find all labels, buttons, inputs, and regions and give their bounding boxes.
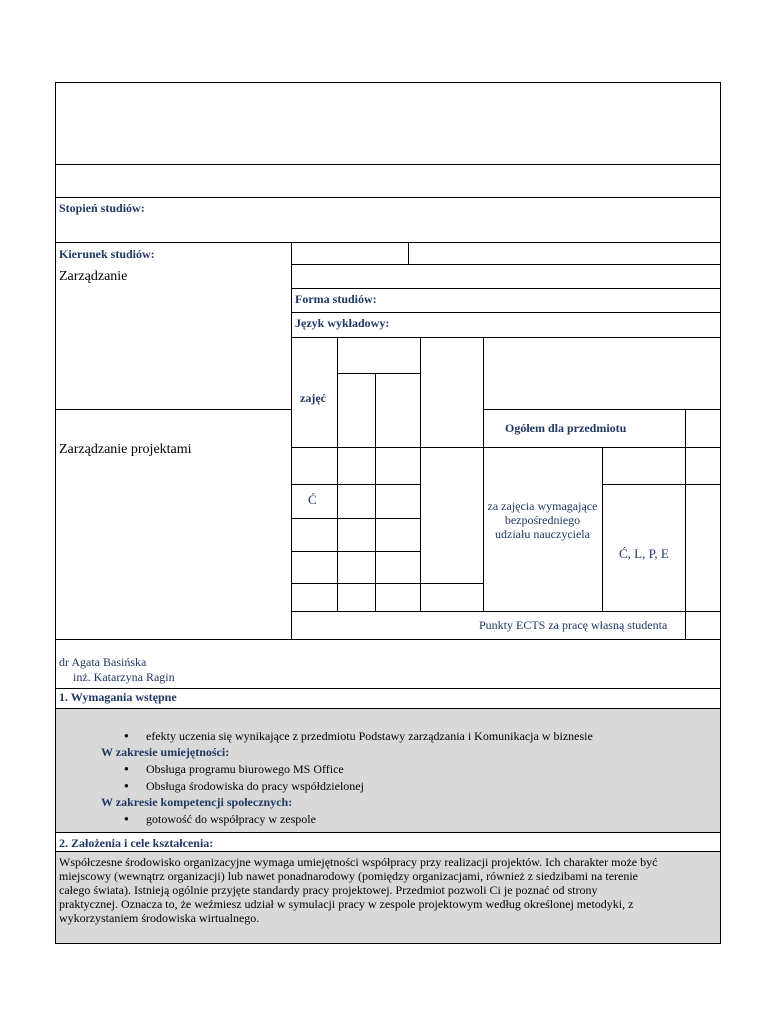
rule: [291, 518, 420, 519]
rule: [291, 447, 721, 448]
rule: [291, 264, 721, 265]
frame-left: [55, 82, 56, 944]
ogolem-label: Ogółem dla przedmiotu: [505, 421, 627, 435]
col-divider: [602, 447, 603, 611]
rule: [55, 409, 291, 410]
rule: [55, 832, 721, 833]
forma-label: Forma studiów:: [295, 292, 377, 306]
section2-heading: 2. Założenia i cele kształcenia:: [59, 836, 214, 850]
teacher-2: inż. Katarzyna Ragin: [73, 670, 175, 684]
rule: [55, 164, 721, 165]
list-item: ● Obsługa środowiska do pracy współdzielonej: [146, 779, 364, 794]
list-item: ● Obsługa programu biurowego MS Office: [146, 762, 344, 777]
col-divider: [420, 337, 421, 611]
rule: [291, 551, 420, 552]
col-divider: [685, 409, 686, 639]
section2-line: praktycznej. Oznacza to, że weźmiesz udział w symulacji pracy w zespole projektowym według określonej metodyki, z: [59, 897, 634, 911]
rule: [291, 583, 483, 584]
rule: [291, 484, 420, 485]
col-divider: [483, 337, 484, 611]
col-divider: [375, 373, 376, 611]
section2-line: wykorzystaniem środowiska wirtualnego.: [59, 911, 260, 925]
rule: [55, 688, 721, 689]
ects-wlasna-label: Punkty ECTS za pracę własną studenta: [479, 618, 668, 632]
kierunek-value: Zarządzanie: [59, 269, 128, 284]
umiejetnosci-heading: W zakresie umiejętności:: [101, 745, 230, 759]
rule: [602, 484, 721, 485]
form-codes: Ć, L, P, E: [619, 546, 669, 561]
rule: [337, 373, 420, 374]
zajec-label: zajęć: [300, 391, 326, 405]
rule: [55, 242, 721, 243]
cw-code: Ć: [308, 492, 317, 507]
col-divider: [408, 242, 409, 264]
section2-line: Współczesne środowisko organizacyjne wymaga umiejętności współpracy przy realizacji projektów. Ich charakter może być: [59, 855, 658, 869]
col-divider: [291, 242, 292, 639]
rule: [55, 708, 721, 709]
list-item: ● gotowość do współpracy w zespole: [146, 812, 316, 827]
kierunek-label: Kierunek studiów:: [59, 247, 155, 261]
rule: [291, 611, 721, 612]
frame-bottom: [55, 943, 721, 944]
kompetencje-heading: W zakresie kompetencji społecznych:: [101, 795, 293, 809]
stopien-label: Stopień studiów:: [59, 201, 145, 215]
przedmiot-value: Zarządzanie projektami: [59, 442, 192, 457]
rule: [291, 312, 721, 313]
col-divider: [337, 337, 338, 611]
rule: [55, 197, 721, 198]
rule: [55, 639, 721, 640]
frame-top: [55, 82, 721, 83]
jezyk-label: Język wykładowy:: [295, 316, 390, 330]
frame-right: [720, 82, 721, 944]
zajecia-bezposrednie-label: za zajęcia wymagające bezpośredniego udziału nauczyciela: [487, 499, 598, 541]
section1-heading: 1. Wymagania wstępne: [59, 690, 177, 704]
section2-line: miejscowy (wewnątrz organizacji) lub nawet ponadnarodowy (pomiędzy organizacjami, również z siedzibami na terenie: [59, 869, 638, 883]
rule: [291, 288, 721, 289]
rule: [291, 337, 721, 338]
teacher-1: dr Agata Basińska: [59, 655, 147, 669]
list-item: ● efekty uczenia się wynikające z przedmiotu Podstawy zarządzania i Komunikacja w biznesie: [146, 729, 593, 744]
rule: [483, 409, 721, 410]
rule: [55, 851, 721, 852]
section2-line: całego świata). Istnieją ogólnie przyjęte standardy pracy projektowej. Przedmiot pozwoli Ci je poznać od strony: [59, 883, 598, 897]
